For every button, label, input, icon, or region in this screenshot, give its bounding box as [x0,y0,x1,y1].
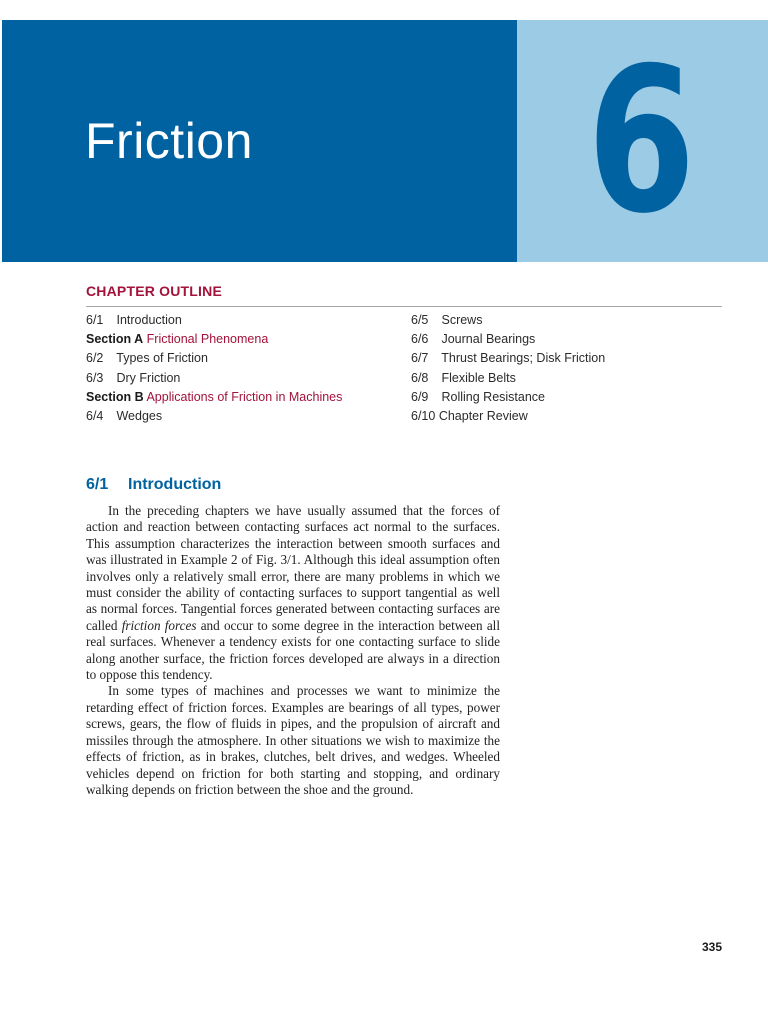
outline-item-label: Flexible Belts [441,370,516,385]
section-title: Introduction [128,476,222,493]
outline-item[interactable] [86,311,342,330]
outline-item-number: 6/1 [86,313,104,327]
outline-item-label: Dry Friction [116,370,181,385]
outline-section-prefix: Section B [86,389,144,404]
outline-item[interactable] [411,369,605,388]
outline-section-prefix: Section A [86,332,144,347]
outline-item-label: Screws [441,313,483,327]
outline-section[interactable] [86,330,342,349]
page-number: 335 [701,940,722,954]
outline-item[interactable] [86,349,342,368]
outline-left-column [86,311,342,426]
body-paragraph [86,503,500,683]
outline-item-number: 6/3 [86,370,104,385]
chapter-outline-heading: CHAPTER OUTLINE [86,283,222,299]
outline-item[interactable] [411,407,605,426]
outline-item-label: Journal Bearings [441,332,536,347]
outline-item[interactable] [86,407,342,426]
outline-item[interactable] [411,349,605,368]
outline-item-number: 6/6 [411,332,429,347]
outline-item-number: 6/8 [411,370,429,385]
paragraph-text: and occur to some degree in the interaction between all real surfaces. Whenever a tendency exists for one contacting surface to slide along another surface, the friction forces developed are always in a direction to oppose this tendency. [86,617,500,683]
outline-item[interactable] [411,311,605,330]
outline-item[interactable] [86,369,342,388]
chapter-title: Friction [85,113,253,169]
outline-item-label: Types of Friction [116,351,208,366]
outline-right-column [411,311,605,426]
outline-item-number: 6/2 [86,351,104,366]
outline-item-label: Chapter Review [438,409,528,424]
outline-item-number: 6/7 [411,351,429,366]
outline-item-number: 6/10 [411,409,436,424]
section-heading [86,476,221,494]
body-paragraph: In some types of machines and processes we want to minimize the retarding effect of friction forces. Examples are bearings of all types, power screws, gears, the flow of fluids in pipes, and the propulsion of aircraft and missiles through the atmosphere. In other situations we wish to maximize the effects of friction, as in brakes, clutches, belt drives, and wedges. Wheeled vehicles depend on friction for both starting and stopping, and ordinary walking depends on friction between the shoe and the ground. [86,683,500,797]
outline-divider [86,306,722,307]
section-number: 6/1 [86,476,109,493]
outline-item-label: Rolling Resistance [441,389,546,404]
outline-item-number: 6/4 [86,409,104,424]
chapter-banner [2,20,768,262]
outline-item[interactable] [411,330,605,349]
banner-dark-panel [2,20,517,262]
outline-item-label: Thrust Bearings; Disk Friction [441,351,606,366]
chapter-number: 6 [587,25,696,258]
outline-item[interactable] [411,388,605,407]
outline-section-title: Frictional Phenomena [146,332,269,347]
emphasis-term: friction forces [121,617,197,633]
outline-item-number: 6/5 [411,313,429,327]
banner-light-panel [517,20,768,262]
paragraph-text: In the preceding chapters we have usually assumed that the forces of action and reaction between contacting surfaces act normal to the surfaces. This assumption characterizes the interaction between smooth surfaces and was illustrated in Example 2 of Fig. 3/1. Although this ideal assumption often involves only a relatively small error, there are many problems in which we must consider the ability of contacting surfaces to support tangential as well as normal forces. Tangential forces generated between contacting surfaces are called [86,503,500,633]
outline-item-label: Introduction [116,313,182,327]
section-body [86,503,500,798]
outline-section[interactable] [86,388,342,407]
outline-section-title: Applications of Friction in Machines [146,389,343,404]
outline-item-number: 6/9 [411,389,429,404]
outline-item-label: Wedges [116,409,163,424]
